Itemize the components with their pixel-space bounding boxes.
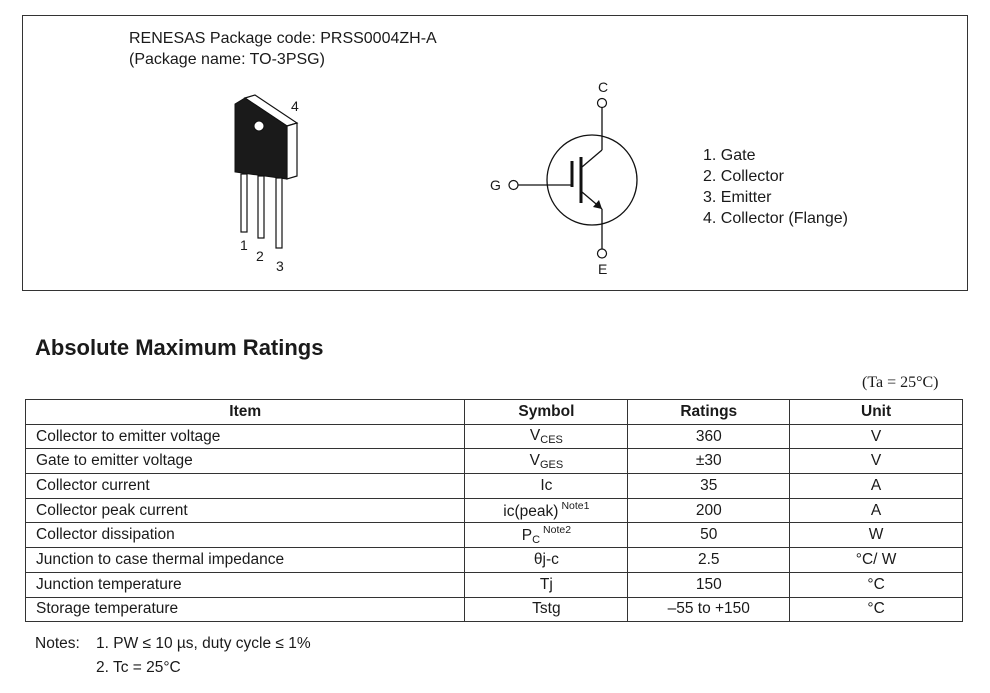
pin-list-item: 2. Collector bbox=[703, 168, 784, 185]
symbol-main: Tj bbox=[539, 575, 553, 593]
symbol-subscript: CES bbox=[540, 434, 563, 447]
notes-label: Notes: bbox=[35, 635, 80, 652]
cell-item: Collector peak current bbox=[26, 498, 465, 523]
pin-list-item: 4. Collector (Flange) bbox=[703, 210, 848, 227]
cell-rating: 2.5 bbox=[628, 548, 790, 573]
pin-label-3: 3 bbox=[276, 258, 284, 274]
cell-unit: W bbox=[790, 523, 963, 548]
pin-label-1: 1 bbox=[240, 237, 248, 253]
cell-item: Junction to case thermal impedance bbox=[26, 548, 465, 573]
note-item: 2. Tc = 25°C bbox=[96, 659, 181, 676]
symbol-main: θj-c bbox=[533, 550, 559, 568]
gate-label: G bbox=[490, 177, 501, 193]
header-unit: Unit bbox=[790, 400, 963, 425]
section-title: Absolute Maximum Ratings bbox=[35, 335, 324, 360]
symbol-note: Note2 bbox=[543, 524, 572, 537]
cell-item: Collector dissipation bbox=[26, 523, 465, 548]
cell-symbol bbox=[465, 597, 628, 622]
cell-symbol bbox=[465, 523, 628, 548]
emitter-label: E bbox=[598, 261, 608, 277]
cell-rating: 35 bbox=[628, 474, 790, 499]
table-row bbox=[26, 474, 963, 499]
header-ratings: Ratings bbox=[628, 400, 790, 425]
symbol-subscript: GES bbox=[539, 458, 564, 471]
collector-label: C bbox=[598, 79, 609, 95]
pin-label-2: 2 bbox=[256, 248, 264, 264]
table-row bbox=[26, 572, 963, 597]
cell-item: Collector current bbox=[26, 474, 465, 499]
symbol-subscript: C bbox=[532, 534, 541, 547]
symbol-main: ic(peak) bbox=[503, 503, 559, 521]
symbol-note: Note1 bbox=[561, 500, 590, 513]
igbt-symbol bbox=[500, 95, 650, 265]
note-item: 1. PW ≤ 10 µs, duty cycle ≤ 1% bbox=[96, 635, 311, 652]
symbol-main: Tstg bbox=[532, 600, 561, 618]
condition-note: (Ta = 25°C) bbox=[862, 374, 939, 391]
cell-symbol bbox=[465, 424, 628, 449]
pin-list-item: 3. Emitter bbox=[703, 189, 772, 206]
cell-rating: –55 to +150 bbox=[628, 597, 790, 622]
package-info bbox=[129, 28, 437, 70]
table-row bbox=[26, 449, 963, 474]
table-row bbox=[26, 424, 963, 449]
pin-label-4: 4 bbox=[291, 98, 299, 114]
table-row bbox=[26, 498, 963, 523]
table-row bbox=[26, 597, 963, 622]
header-item: Item bbox=[26, 400, 465, 425]
symbol-main: V bbox=[529, 451, 540, 469]
cell-symbol bbox=[465, 548, 628, 573]
cell-symbol bbox=[465, 572, 628, 597]
cell-rating: ±30 bbox=[628, 449, 790, 474]
cell-item: Collector to emitter voltage bbox=[26, 424, 465, 449]
cell-symbol bbox=[465, 474, 628, 499]
symbol-main: Ic bbox=[540, 476, 553, 494]
cell-symbol bbox=[465, 498, 628, 523]
cell-unit: °C bbox=[790, 572, 963, 597]
pin-list bbox=[703, 145, 848, 229]
notes-list bbox=[96, 632, 311, 680]
pin-list-item: 1. Gate bbox=[703, 147, 756, 164]
package-code: RENESAS Package code: PRSS0004ZH-A bbox=[129, 30, 437, 47]
cell-symbol bbox=[465, 449, 628, 474]
cell-unit: A bbox=[790, 474, 963, 499]
package-name: (Package name: TO-3PSG) bbox=[129, 51, 325, 68]
cell-unit: V bbox=[790, 449, 963, 474]
cell-rating: 150 bbox=[628, 572, 790, 597]
cell-item: Storage temperature bbox=[26, 597, 465, 622]
cell-unit: °C bbox=[790, 597, 963, 622]
package-drawing bbox=[225, 90, 315, 275]
cell-rating: 50 bbox=[628, 523, 790, 548]
cell-unit: °C/ W bbox=[790, 548, 963, 573]
cell-rating: 360 bbox=[628, 424, 790, 449]
symbol-main: P bbox=[521, 527, 533, 545]
header-symbol: Symbol bbox=[465, 400, 628, 425]
cell-unit: V bbox=[790, 424, 963, 449]
table-header-row bbox=[26, 400, 963, 425]
table-row bbox=[26, 548, 963, 573]
cell-item: Junction temperature bbox=[26, 572, 465, 597]
table-row bbox=[26, 523, 963, 548]
cell-item: Gate to emitter voltage bbox=[26, 449, 465, 474]
cell-rating: 200 bbox=[628, 498, 790, 523]
symbol-main: V bbox=[529, 427, 541, 445]
ratings-table bbox=[25, 399, 963, 622]
cell-unit: A bbox=[790, 498, 963, 523]
